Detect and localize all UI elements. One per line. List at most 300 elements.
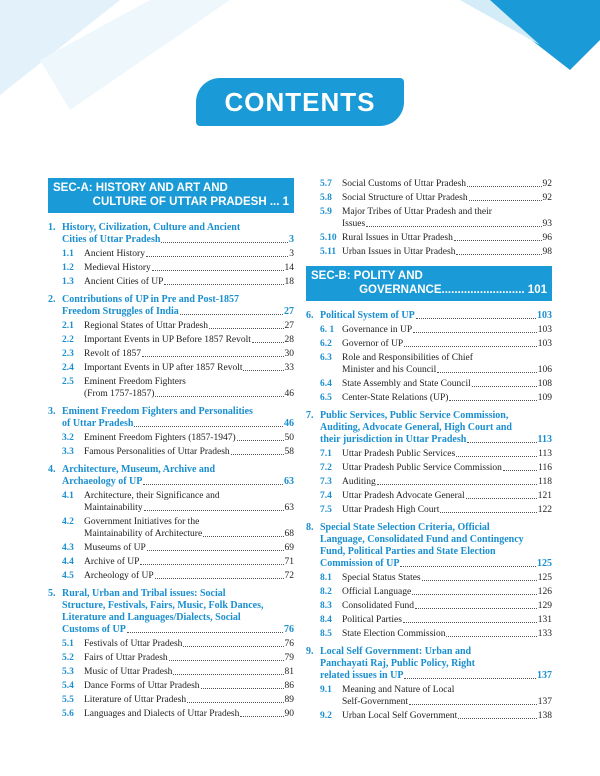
toc-chapter-final-line bbox=[62, 624, 294, 636]
dot-leader bbox=[183, 646, 283, 647]
toc-sub-number: 2.5 bbox=[62, 377, 74, 387]
toc-chapter-page-number: 125 bbox=[537, 558, 552, 569]
toc-sub-text: Urban Issues in Uttar Pradesh bbox=[342, 247, 456, 257]
toc-sub-number: 5.7 bbox=[320, 179, 332, 189]
toc-sub-final-line bbox=[84, 446, 294, 458]
toc-sub-final-line bbox=[84, 320, 294, 332]
dot-leader bbox=[155, 396, 283, 397]
toc-sub-text: Rural Issues in Uttar Pradesh bbox=[342, 233, 453, 243]
toc-sub-entry bbox=[48, 680, 294, 692]
toc-chapter-page-number: 103 bbox=[537, 310, 552, 321]
toc-chapter-text: their jurisdiction in Uttar Pradesh bbox=[320, 434, 467, 445]
toc-sub-text: Official Language bbox=[342, 587, 412, 597]
toc-sub-page-number: 103 bbox=[537, 339, 552, 349]
toc-sub-number: 5.10 bbox=[320, 233, 337, 243]
toc-sub-final-line bbox=[84, 276, 294, 288]
toc-sub-text: Governor of UP bbox=[342, 339, 404, 349]
toc-chapter bbox=[48, 222, 294, 288]
toc-sub-page-number: 30 bbox=[284, 349, 294, 359]
toc-sub-text: Auditing bbox=[342, 477, 376, 487]
toc-chapter-number: 5. bbox=[48, 588, 56, 599]
toc-sub-text: Social Structure of Uttar Pradesh bbox=[342, 193, 468, 203]
toc-sub-page-number: 92 bbox=[542, 193, 552, 203]
toc-sub-entry bbox=[48, 542, 294, 554]
toc-sub-final-line bbox=[84, 388, 294, 400]
toc-chapter-text: Cities of Uttar Pradesh bbox=[62, 234, 161, 245]
toc-sub-final-line bbox=[84, 542, 294, 554]
toc-chapter-page-number: 76 bbox=[284, 624, 294, 635]
toc-sub-number: 6.5 bbox=[320, 393, 332, 403]
toc-sub-page-number: 138 bbox=[537, 711, 552, 721]
toc-chapter-text: Commission of UP bbox=[320, 558, 400, 569]
toc-chapter-text-line: Structure, Festivals, Fairs, Music, Folk Dances, bbox=[62, 600, 264, 611]
toc-sub-final-line bbox=[342, 504, 552, 516]
toc-sub-final-line bbox=[84, 708, 294, 720]
toc-chapter-number: 6. bbox=[306, 310, 314, 321]
toc-sub-text: Important Events in UP Before 1857 Revolt bbox=[84, 335, 251, 345]
toc-sub-text: State Election Commission bbox=[342, 629, 446, 639]
toc-chapter-text: Archaeology of UP bbox=[62, 476, 143, 487]
toc-chapter-heading bbox=[48, 406, 294, 430]
toc-sub-page-number: 92 bbox=[542, 179, 552, 189]
dot-leader bbox=[140, 564, 283, 565]
toc-sub-page-number: 72 bbox=[284, 571, 294, 581]
toc-chapter-text-line: Eminent Freedom Fighters and Personalities bbox=[62, 406, 253, 417]
toc-sub-text: Archive of UP bbox=[84, 557, 140, 567]
toc-chapter-text-line: Special State Selection Criteria, Official bbox=[320, 522, 490, 533]
toc-sub-page-number: 121 bbox=[537, 491, 552, 501]
toc-chapter-text-line: Literature and Languages/Dialects, Social bbox=[62, 612, 241, 623]
toc-chapter-final-line bbox=[62, 306, 294, 318]
toc-sub-entry bbox=[48, 276, 294, 288]
dot-leader bbox=[412, 594, 537, 595]
toc-sub-final-line bbox=[342, 614, 552, 626]
dot-leader bbox=[240, 716, 283, 717]
dot-leader bbox=[143, 484, 283, 485]
toc-sub-page-number: 76 bbox=[284, 639, 294, 649]
toc-chapter bbox=[306, 646, 552, 722]
toc-sub-entry bbox=[306, 232, 552, 244]
toc-sub-entry bbox=[48, 490, 294, 514]
toc-sub-page-number: 106 bbox=[537, 365, 552, 375]
toc-sub-entry bbox=[48, 638, 294, 650]
toc-sub-page-number: 137 bbox=[537, 697, 552, 707]
dot-leader bbox=[416, 318, 536, 319]
toc-sub-entry bbox=[306, 338, 552, 350]
toc-sub-page-number: 116 bbox=[538, 463, 552, 473]
dot-leader bbox=[243, 370, 283, 371]
toc-sub-text: Issues bbox=[342, 219, 366, 229]
dot-leader bbox=[144, 510, 284, 511]
toc-sub-text: Dance Forms of Uttar Pradesh bbox=[84, 681, 200, 691]
toc-sub-text: Political Parties bbox=[342, 615, 402, 625]
toc-sub-page-number: 3 bbox=[289, 249, 294, 259]
toc-sub-text: Eminent Freedom Fighters (1857-1947) bbox=[84, 433, 236, 443]
dot-leader bbox=[161, 242, 288, 243]
toc-sub-final-line bbox=[342, 378, 552, 390]
toc-chapter-heading bbox=[48, 294, 294, 318]
toc-chapter-heading bbox=[306, 410, 552, 446]
toc-sub-number: 5.8 bbox=[320, 193, 332, 203]
toc-sub-page-number: 109 bbox=[537, 393, 552, 403]
section-header bbox=[306, 266, 552, 301]
toc-chapter-final-line bbox=[62, 418, 294, 430]
section-header-line: CULTURE OF UTTAR PRADESH ... 1 bbox=[92, 196, 289, 208]
toc-sub-page-number: 14 bbox=[284, 263, 294, 273]
toc-sub-number: 7.2 bbox=[320, 463, 332, 473]
dot-leader bbox=[203, 536, 283, 537]
toc-sub-number: 2.4 bbox=[62, 363, 74, 373]
toc-chapter bbox=[48, 294, 294, 400]
toc-chapter bbox=[306, 410, 552, 516]
toc-sub-page-number: 90 bbox=[284, 709, 294, 719]
toc-sub-entry bbox=[48, 694, 294, 706]
toc-sub-final-line bbox=[84, 348, 294, 360]
toc-sub-final-line bbox=[84, 556, 294, 568]
toc-sub-page-number: 69 bbox=[284, 543, 294, 553]
toc-sub-number: 1.3 bbox=[62, 277, 74, 287]
toc-chapter-page-number: 113 bbox=[537, 434, 552, 445]
toc-sub-text: Ancient Cities of UP bbox=[84, 277, 164, 287]
toc-sub-text: (From 1757-1857) bbox=[84, 389, 155, 399]
toc-chapter bbox=[306, 522, 552, 640]
toc-sub-final-line bbox=[342, 476, 552, 488]
toc-chapter-page-number: 46 bbox=[284, 418, 294, 429]
toc-sub-final-line bbox=[342, 178, 552, 190]
dot-leader bbox=[413, 332, 537, 333]
dot-leader bbox=[469, 200, 542, 201]
toc-chapter-heading bbox=[306, 310, 552, 322]
dot-leader bbox=[164, 284, 283, 285]
toc-sub-final-line bbox=[342, 324, 552, 336]
toc-sub-final-line bbox=[84, 680, 294, 692]
toc-sub-page-number: 81 bbox=[284, 667, 294, 677]
toc-sub-page-number: 18 bbox=[284, 277, 294, 287]
toc-sub-number: 5.2 bbox=[62, 653, 74, 663]
toc-sub-number: 5.11 bbox=[320, 247, 337, 257]
dot-leader bbox=[400, 566, 536, 567]
toc-sub-final-line bbox=[84, 570, 294, 582]
toc-sub-page-number: 126 bbox=[537, 587, 552, 597]
toc-sub-entry bbox=[306, 178, 552, 190]
dot-leader bbox=[456, 456, 537, 457]
toc-sub-entry bbox=[306, 392, 552, 404]
toc-sub-final-line bbox=[84, 262, 294, 274]
toc-sub-entry bbox=[306, 246, 552, 258]
toc-chapter-heading bbox=[48, 222, 294, 246]
toc-right-column bbox=[306, 176, 552, 728]
toc-chapter-number: 4. bbox=[48, 464, 56, 475]
toc-left-column bbox=[48, 178, 294, 726]
dot-leader bbox=[173, 674, 283, 675]
toc-sub-number: 4.3 bbox=[62, 543, 74, 553]
toc-sub-entry bbox=[48, 432, 294, 444]
toc-sub-text: Social Customs of Uttar Pradesh bbox=[342, 179, 467, 189]
toc-sub-entry bbox=[306, 192, 552, 204]
toc-chapter-text-line: Contributions of UP in Pre and Post-1857 bbox=[62, 294, 240, 305]
toc-sub-page-number: 118 bbox=[538, 477, 552, 487]
dot-leader bbox=[201, 688, 284, 689]
toc-chapter-final-line bbox=[320, 670, 552, 682]
toc-sub-text-line: Government Initiatives for the bbox=[84, 517, 200, 527]
toc-sub-text: Revolt of 1857 bbox=[84, 349, 141, 359]
toc-sub-final-line bbox=[342, 600, 552, 612]
toc-sub-final-line bbox=[84, 694, 294, 706]
toc-sub-final-line bbox=[84, 362, 294, 374]
toc-sub-entry bbox=[48, 248, 294, 260]
dot-leader bbox=[440, 512, 536, 513]
toc-chapter-text-line: Local Self Government: Urban and bbox=[320, 646, 472, 657]
toc-sub-final-line bbox=[342, 448, 552, 460]
toc-sub-final-line bbox=[342, 192, 552, 204]
toc-sub-final-line bbox=[342, 696, 552, 708]
dot-leader bbox=[422, 580, 537, 581]
toc-sub-number: 7.3 bbox=[320, 477, 332, 487]
toc-sub-number: 6.3 bbox=[320, 353, 332, 363]
toc-sub-page-number: 79 bbox=[284, 653, 294, 663]
toc-sub-number: 4.5 bbox=[62, 571, 74, 581]
toc-sub-number: 5.3 bbox=[62, 667, 74, 677]
toc-sub-entry bbox=[306, 206, 552, 230]
toc-sub-page-number: 133 bbox=[537, 629, 552, 639]
toc-sub-text: Urban Local Self Government bbox=[342, 711, 458, 721]
toc-sub-final-line bbox=[342, 338, 552, 350]
toc-chapter-final-line bbox=[320, 310, 552, 322]
toc-sub-text: Governance in UP bbox=[342, 325, 413, 335]
toc-sub-text: Uttar Pradesh Public Service Commission bbox=[342, 463, 502, 473]
toc-chapter-number: 7. bbox=[306, 410, 314, 421]
toc-sub-final-line bbox=[342, 490, 552, 502]
toc-sub-text: Maintainability bbox=[84, 503, 143, 513]
toc-chapter-text: Political System of UP bbox=[320, 310, 415, 321]
toc-sub-entry bbox=[306, 684, 552, 708]
toc-sub-text: Center-State Relations (UP) bbox=[342, 393, 449, 403]
toc-sub-text: Fairs of Uttar Pradesh bbox=[84, 653, 168, 663]
toc-sub-text: State Assembly and State Council bbox=[342, 379, 471, 389]
toc-chapter-text: related issues in UP bbox=[320, 670, 404, 681]
section-header-line: GOVERNANCE.......................... 101 bbox=[359, 284, 547, 296]
dot-leader bbox=[404, 678, 536, 679]
section-header bbox=[48, 178, 294, 213]
toc-sub-text: Languages and Dialects of Uttar Pradesh bbox=[84, 709, 240, 719]
dot-leader bbox=[472, 386, 537, 387]
toc-sub-text: Music of Uttar Pradesh bbox=[84, 667, 173, 677]
toc-sub-text-line: Major Tribes of Uttar Pradesh and their bbox=[342, 207, 492, 217]
toc-sub-page-number: 46 bbox=[284, 389, 294, 399]
toc-sub-page-number: 58 bbox=[284, 447, 294, 457]
toc-sub-number: 8.1 bbox=[320, 573, 332, 583]
toc-sub-entry bbox=[306, 324, 552, 336]
toc-sub-final-line bbox=[342, 232, 552, 244]
toc-sub-number: 4.2 bbox=[62, 517, 74, 527]
toc-chapter bbox=[48, 406, 294, 458]
toc-sub-page-number: 122 bbox=[537, 505, 552, 515]
dot-leader bbox=[437, 372, 537, 373]
toc-sub-number: 5.9 bbox=[320, 207, 332, 217]
toc-sub-number: 3.3 bbox=[62, 447, 74, 457]
dot-leader bbox=[252, 342, 284, 343]
toc-sub-final-line bbox=[84, 528, 294, 540]
toc-chapter-text-line: History, Civilization, Culture and Ancient bbox=[62, 222, 241, 233]
toc-sub-page-number: 86 bbox=[284, 681, 294, 691]
toc-sub-text-line: Eminent Freedom Fighters bbox=[84, 377, 186, 387]
toc-sub-text: Medieval History bbox=[84, 263, 151, 273]
toc-sub-page-number: 28 bbox=[284, 335, 294, 345]
toc-sub-final-line bbox=[84, 432, 294, 444]
toc-sub-final-line bbox=[342, 392, 552, 404]
toc-sub-page-number: 33 bbox=[284, 363, 294, 373]
toc-chapter-heading bbox=[48, 588, 294, 636]
toc-chapter-page-number: 3 bbox=[289, 234, 294, 245]
toc-sub-page-number: 98 bbox=[542, 247, 552, 257]
toc-sub-page-number: 113 bbox=[538, 449, 552, 459]
toc-sub-text: Ancient History bbox=[84, 249, 145, 259]
toc-sub-entry bbox=[306, 448, 552, 460]
toc-sub-number: 8.2 bbox=[320, 587, 332, 597]
toc-chapter-text-line: Rural, Urban and Tribal issues: Social bbox=[62, 588, 226, 599]
toc-sub-final-line bbox=[342, 586, 552, 598]
toc-sub-entry bbox=[48, 262, 294, 274]
toc-chapter-number: 3. bbox=[48, 406, 56, 417]
toc-sub-final-line bbox=[84, 666, 294, 678]
toc-sub-entry bbox=[48, 320, 294, 332]
toc-sub-text: Maintainability of Architecture bbox=[84, 529, 203, 539]
toc-chapter-text-line: Architecture, Museum, Archive and bbox=[62, 464, 216, 475]
toc-chapter-text-line: Auditing, Advocate General, High Court and bbox=[320, 422, 512, 433]
toc-sub-text: Literature of Uttar Pradesh bbox=[84, 695, 187, 705]
toc-sub-text: Regional States of Uttar Pradesh bbox=[84, 321, 209, 331]
dot-leader bbox=[458, 718, 536, 719]
toc-sub-entry bbox=[48, 556, 294, 568]
toc-sub-final-line bbox=[342, 364, 552, 376]
toc-sub-entry bbox=[306, 462, 552, 474]
toc-sub-page-number: 108 bbox=[537, 379, 552, 389]
toc-sub-number: 5.6 bbox=[62, 709, 74, 719]
toc-sub-text-line: Architecture, their Significance and bbox=[84, 491, 220, 501]
toc-chapter bbox=[306, 310, 552, 404]
toc-sub-text-line: Role and Responsibilities of Chief bbox=[342, 353, 473, 363]
dot-leader bbox=[449, 400, 536, 401]
toc-sub-text: Consolidated Fund bbox=[342, 601, 415, 611]
toc-chapter-text-line: Fund, Political Parties and State Election bbox=[320, 546, 496, 557]
toc-chapter-page-number: 63 bbox=[284, 476, 294, 487]
corner-decoration-right bbox=[460, 0, 600, 90]
dot-leader bbox=[209, 328, 283, 329]
toc-chapter-continued bbox=[306, 178, 552, 258]
toc-sub-final-line bbox=[342, 710, 552, 722]
toc-chapter-text-line: Language, Consolidated Fund and Contingency bbox=[320, 534, 524, 545]
toc-sub-text: Famous Personalities of Uttar Pradesh bbox=[84, 447, 230, 457]
toc-sub-text: Uttar Pradesh Advocate General bbox=[342, 491, 465, 501]
toc-sub-number: 7.5 bbox=[320, 505, 332, 515]
toc-chapter-final-line bbox=[62, 476, 294, 488]
toc-sub-number: 2.3 bbox=[62, 349, 74, 359]
toc-sub-page-number: 27 bbox=[284, 321, 294, 331]
dot-leader bbox=[409, 704, 537, 705]
toc-sub-entry bbox=[48, 334, 294, 346]
toc-chapter-number: 9. bbox=[306, 646, 314, 657]
toc-sub-number: 9.1 bbox=[320, 685, 332, 695]
toc-chapter-final-line bbox=[62, 234, 294, 246]
toc-sub-entry bbox=[48, 362, 294, 374]
dot-leader bbox=[146, 256, 288, 257]
dot-leader bbox=[454, 240, 542, 241]
toc-sub-number: 4.1 bbox=[62, 491, 74, 501]
toc-sub-page-number: 131 bbox=[537, 615, 552, 625]
dot-leader bbox=[180, 314, 283, 315]
toc-sub-final-line bbox=[342, 246, 552, 258]
dot-leader bbox=[503, 470, 537, 471]
toc-sub-entry bbox=[306, 352, 552, 376]
toc-sub-number: 7.1 bbox=[320, 449, 332, 459]
toc-sub-text: Special Status States bbox=[342, 573, 421, 583]
toc-sub-page-number: 71 bbox=[284, 557, 294, 567]
dot-leader bbox=[467, 186, 541, 187]
toc-chapter-heading bbox=[306, 522, 552, 570]
toc-sub-final-line bbox=[84, 652, 294, 664]
toc-sub-text: Uttar Pradesh High Court bbox=[342, 505, 440, 515]
toc-sub-final-line bbox=[84, 334, 294, 346]
toc-sub-page-number: 96 bbox=[542, 233, 552, 243]
section-header-line: SEC-A: HISTORY AND ART AND bbox=[53, 182, 228, 194]
toc-chapter-page-number: 27 bbox=[284, 306, 294, 317]
toc-chapter-text: of Uttar Pradesh bbox=[62, 418, 134, 429]
dot-leader bbox=[187, 702, 283, 703]
toc-sub-text: Self-Government bbox=[342, 697, 408, 707]
toc-sub-entry bbox=[306, 504, 552, 516]
toc-sub-final-line bbox=[342, 572, 552, 584]
dot-leader bbox=[467, 442, 536, 443]
toc-chapter-heading bbox=[48, 464, 294, 488]
toc-sub-entry bbox=[306, 600, 552, 612]
toc-sub-number: 3.2 bbox=[62, 433, 74, 443]
toc-sub-final-line bbox=[84, 638, 294, 650]
toc-sub-text: Important Events in UP after 1857 Revolt bbox=[84, 363, 243, 373]
toc-sub-entry bbox=[48, 516, 294, 540]
toc-chapter bbox=[48, 464, 294, 582]
toc-sub-number: 2.2 bbox=[62, 335, 74, 345]
toc-chapter-text-line: Panchayati Raj, Public Policy, Right bbox=[320, 658, 475, 669]
dot-leader bbox=[127, 632, 283, 633]
toc-sub-text: Minister and his Council bbox=[342, 365, 437, 375]
toc-sub-number: 8.3 bbox=[320, 601, 332, 611]
toc-chapter-number: 2. bbox=[48, 294, 56, 305]
dot-leader bbox=[147, 550, 284, 551]
section-header-line: SEC-B: POLITY AND bbox=[311, 270, 423, 282]
toc-sub-final-line bbox=[342, 462, 552, 474]
toc-sub-entry bbox=[48, 666, 294, 678]
dot-leader bbox=[237, 440, 284, 441]
toc-sub-final-line bbox=[342, 628, 552, 640]
toc-chapter-number: 8. bbox=[306, 522, 314, 533]
page-title: CONTENTS bbox=[196, 78, 404, 126]
toc-chapter-page-number: 137 bbox=[537, 670, 552, 681]
dot-leader bbox=[134, 426, 283, 427]
toc-sub-entry bbox=[306, 628, 552, 640]
toc-sub-number: 8.5 bbox=[320, 629, 332, 639]
dot-leader bbox=[231, 454, 284, 455]
toc-sub-page-number: 129 bbox=[537, 601, 552, 611]
toc-sub-number: 5.1 bbox=[62, 639, 74, 649]
toc-sub-entry bbox=[306, 378, 552, 390]
toc-sub-number: 8.4 bbox=[320, 615, 332, 625]
dot-leader bbox=[377, 484, 537, 485]
toc-sub-entry bbox=[306, 586, 552, 598]
toc-chapter bbox=[48, 588, 294, 720]
toc-sub-page-number: 68 bbox=[284, 529, 294, 539]
toc-sub-number: 6.2 bbox=[320, 339, 332, 349]
toc-sub-page-number: 63 bbox=[284, 503, 294, 513]
